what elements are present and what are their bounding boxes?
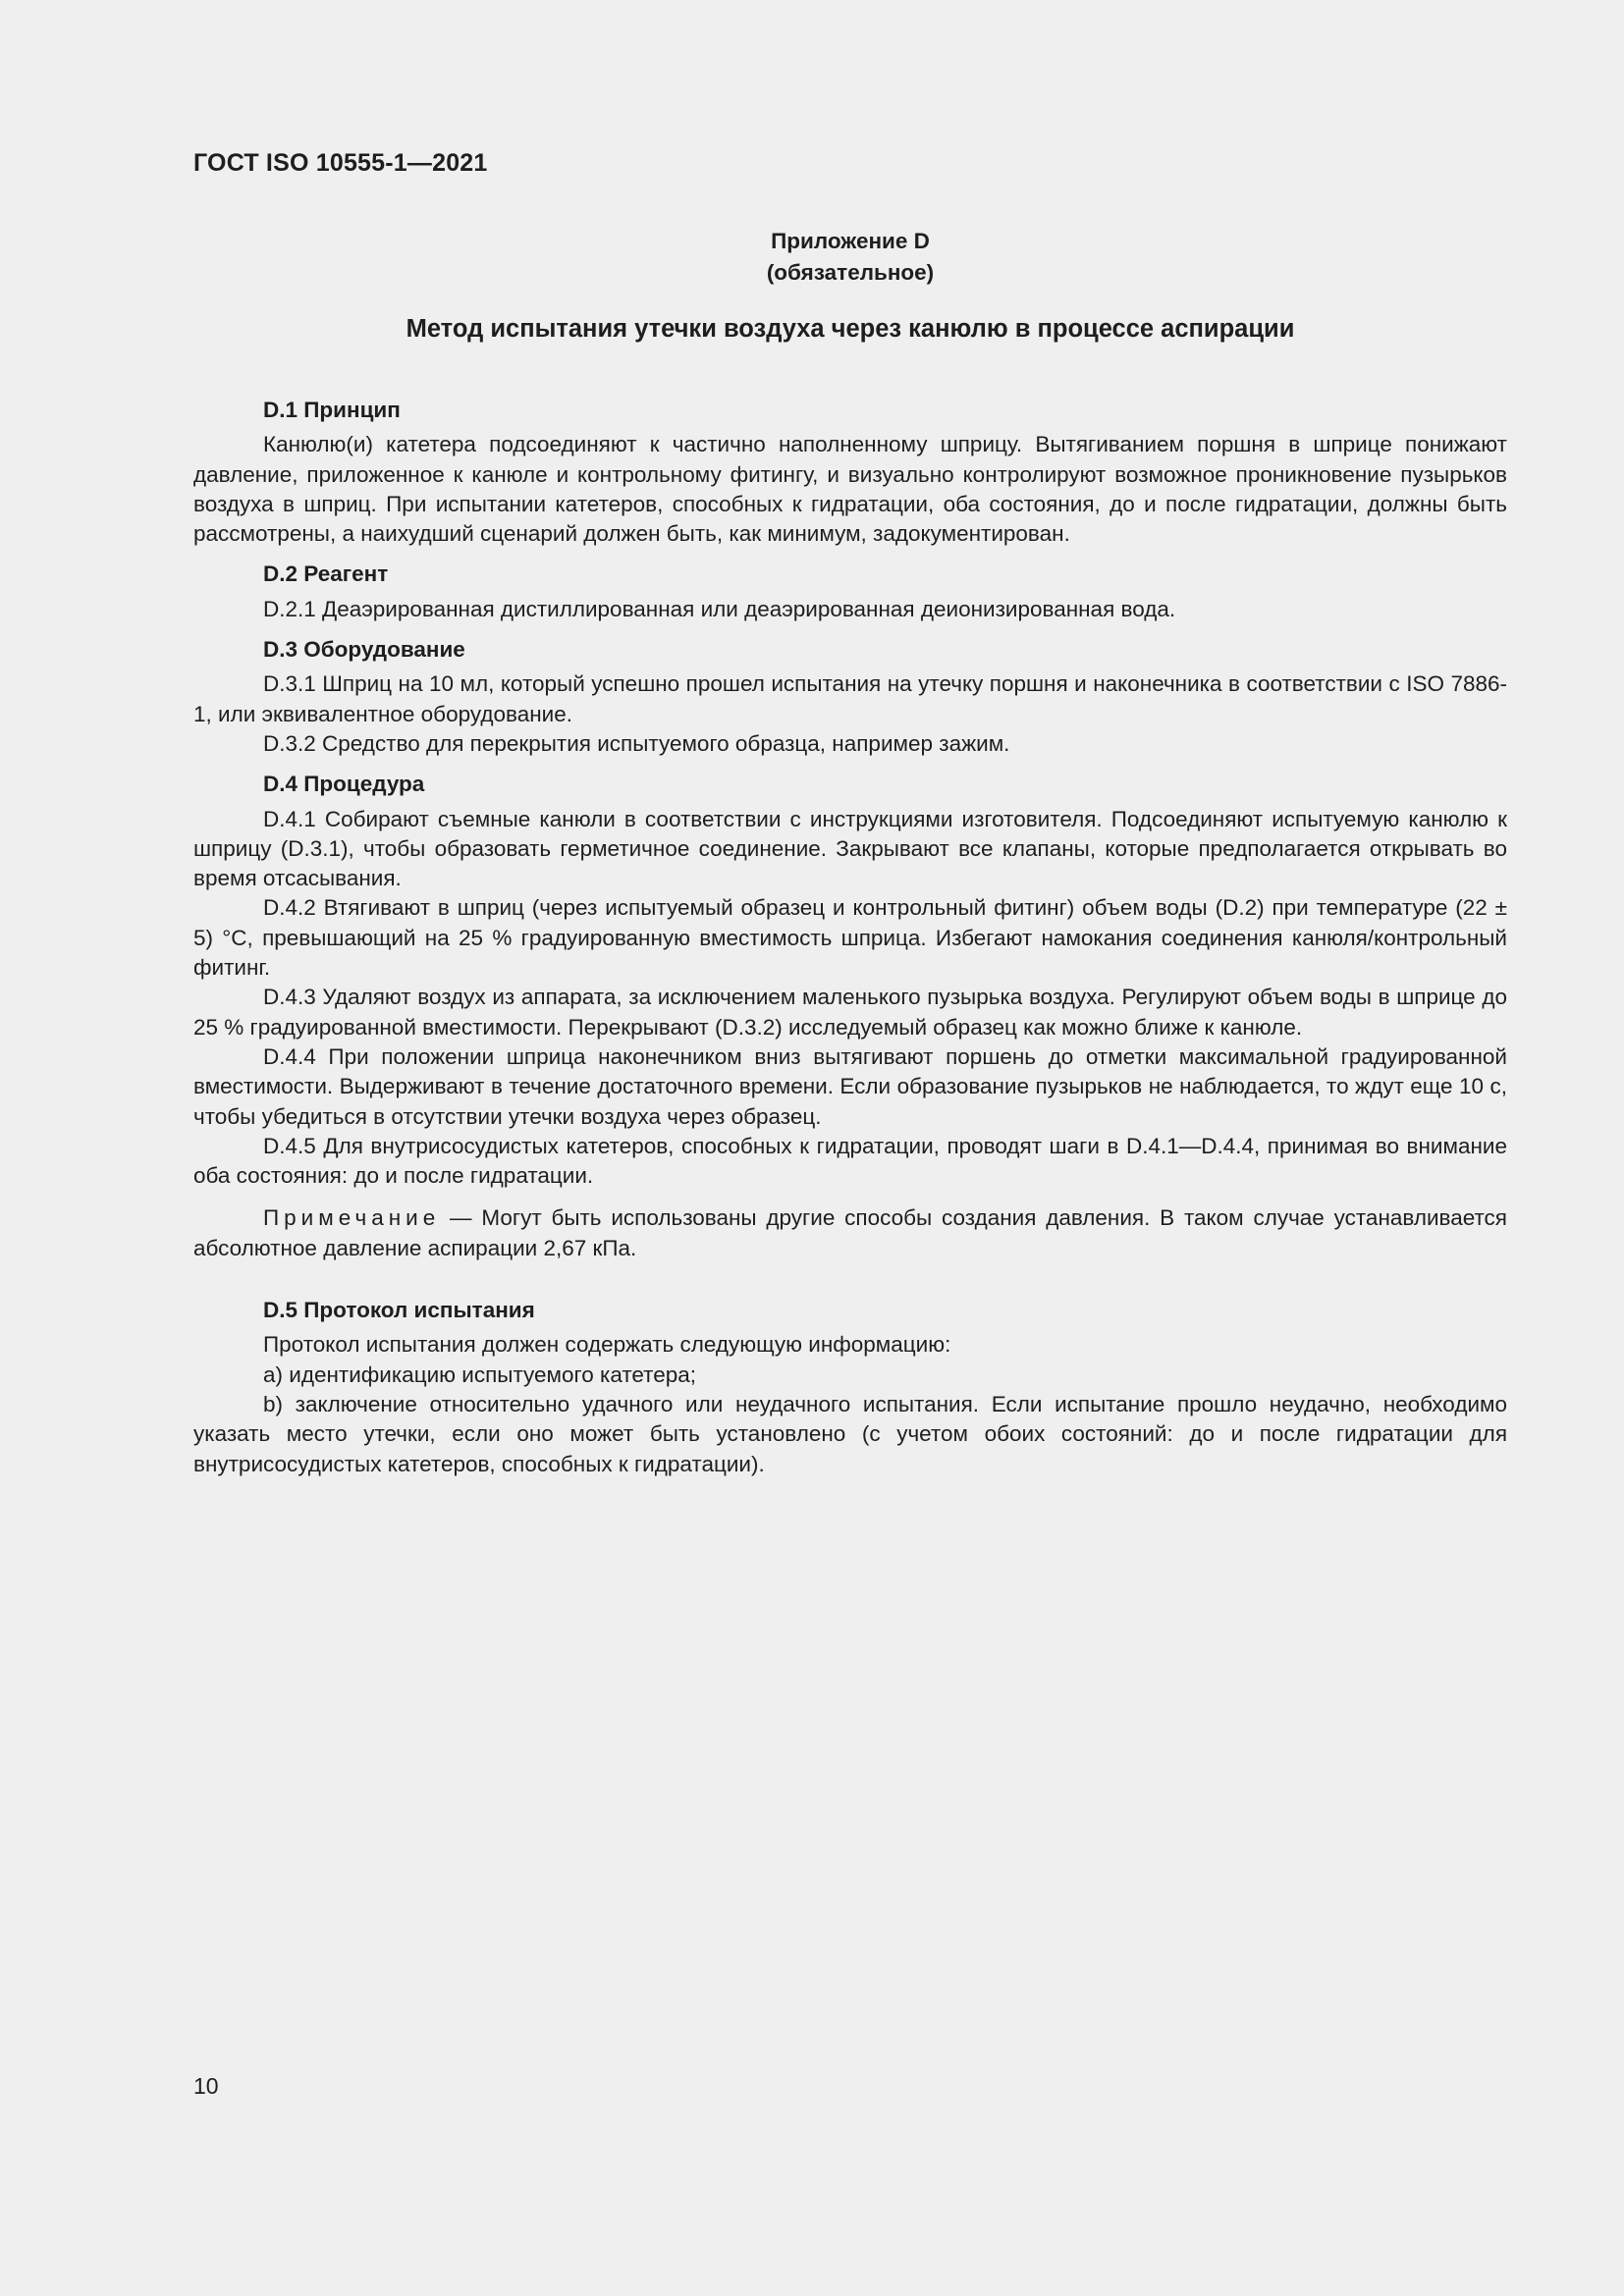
section-d4-5-paragraph: D.4.5 Для внутрисосудистых катетеров, способных к гидратации, проводят шаги в D.4.1—D.4.4, принимая во внимание оба состояния: до и после гидратации. xyxy=(193,1133,1507,1189)
page-number: 10 xyxy=(193,2073,219,2099)
section-d3-1-paragraph: D.3.1 Шприц на 10 мл, который успешно прошел испытания на утечку поршня и наконечника в соответствии с ISO 7886-1, или эквивалентное оборудование. xyxy=(193,671,1507,726)
section-d3-2-paragraph: D.3.2 Средство для перекрытия испытуемого образца, например зажим. xyxy=(263,730,1010,756)
section-d3-heading: D.3 Оборудование xyxy=(263,637,465,663)
section-d1-paragraph: Канюлю(и) катетера подсоединяют к частично наполненному шприцу. Вытягиванием поршня в шприце понижают давление, приложенное к канюле и контрольному фитингу, и визуально контролируют возможное проникновение пузырьков воздуха в шприц. При испытании катетеров, способных к гидратации, оба состояния, до и после гидратации, должны быть рассмотрены, а наихудший сценарий должен быть, как минимум, задокументирован. xyxy=(193,432,1507,547)
document-body xyxy=(193,396,1507,1479)
annex-label: Приложение D xyxy=(771,229,930,253)
section-d5-item-a: a) идентификацию испытуемого катетера; xyxy=(263,1362,697,1387)
section-d2-heading: D.2 Реагент xyxy=(263,561,389,587)
section-d2-1-paragraph: D.2.1 Деаэрированная дистиллированная или деаэрированная деионизированная вода. xyxy=(263,596,1176,621)
note-text: — Могут быть использованы другие способы создания давления. В таком случае устанавливается абсолютное давление аспирации 2,67 кПа. xyxy=(193,1205,1507,1260)
note-paragraph xyxy=(193,1203,1507,1263)
document-code-header: ГОСТ ISO 10555-1—2021 xyxy=(193,149,488,177)
section-d4-3-paragraph: D.4.3 Удаляют воздух из аппарата, за исключением маленького пузырька воздуха. Регулируют объем воды в шприце до 25 % градуированной вместимости. Перекрывают (D.3.2) исследуемый образец как можно ближе к канюле. xyxy=(193,985,1507,1040)
section-d5-item-b: b) заключение относительно удачного или неудачного испытания. Если испытание прошло неудачно, необходимо указать место утечки, если оно может быть установлено (с учетом обоих состояний: до и после гидратации для внутрисосудистых катетеров, способных к гидратации). xyxy=(193,1391,1507,1476)
annex-heading xyxy=(193,226,1507,289)
section-d4-4-paragraph: D.4.4 При положении шприца наконечником вниз вытягивают поршень до отметки максимальной градуированной вместимости. Выдерживают в течение достаточного времени. Если образование пузырьков не наблюдается, то ждут еще 10 с, чтобы убедиться в отсутствии утечки воздуха через образец. xyxy=(193,1043,1507,1129)
section-d5-paragraph: Протокол испытания должен содержать следующую информацию: xyxy=(263,1332,951,1358)
section-d4-1-paragraph: D.4.1 Собирают съемные канюли в соответствии с инструкциями изготовителя. Подсоединяют испытуемую канюлю к шприцу (D.3.1), чтобы образовать герметичное соединение. Закрывают все клапаны, которые предполагается открывать во время отсасывания. xyxy=(193,806,1507,891)
section-d4-heading: D.4 Процедура xyxy=(263,772,425,797)
note-label: Примечание xyxy=(263,1205,441,1231)
section-d4-2-paragraph: D.4.2 Втягивают в шприц (через испытуемый образец и контрольный фитинг) объем воды (D.2) при температуре (22 ± 5) °C, превышающий на 25 % градуированную вместимость шприца. Избегают намокания соединения канюля/контрольный фитинг. xyxy=(193,895,1507,981)
annex-status: (обязательное) xyxy=(766,260,935,285)
section-d5-heading: D.5 Протокол испытания xyxy=(263,1298,535,1323)
section-d1-heading: D.1 Принцип xyxy=(263,398,401,422)
annex-title: Метод испытания утечки воздуха через канюлю в процессе аспирации xyxy=(406,315,1295,343)
